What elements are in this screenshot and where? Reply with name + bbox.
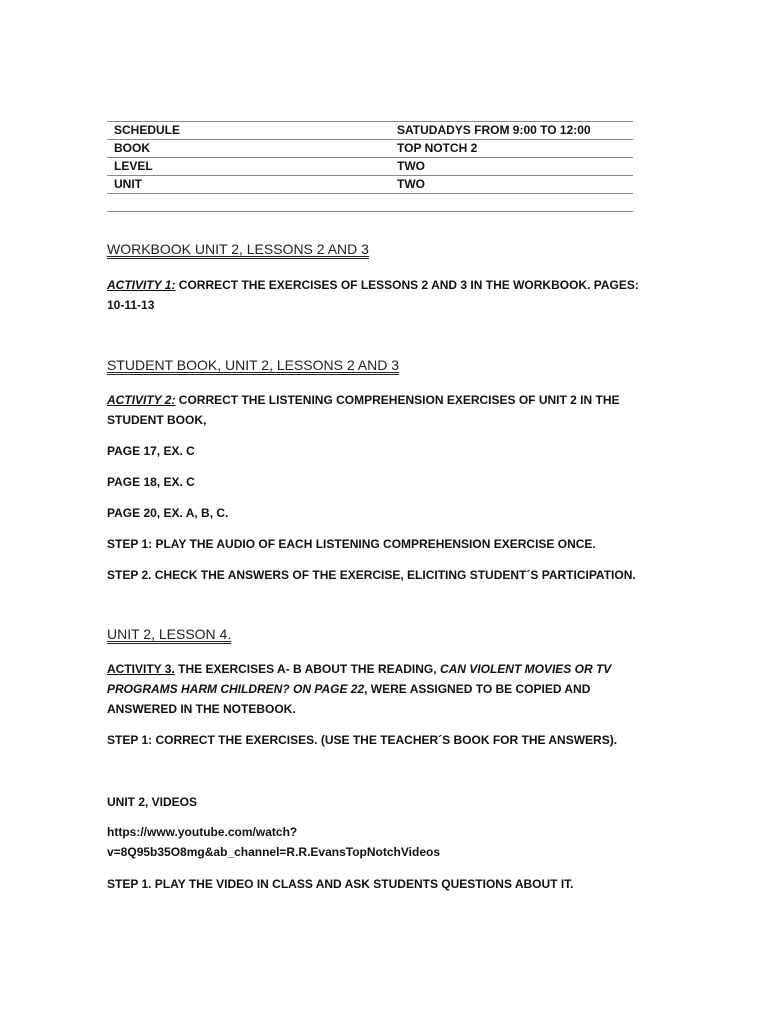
row-value: SATUDADYS FROM 9:00 TO 12:00 (390, 122, 633, 140)
table-row (107, 122, 633, 140)
table-row (107, 176, 633, 194)
video-url-line-1: https://www.youtube.com/watch? (107, 825, 298, 839)
activity-3 (107, 659, 647, 719)
activity-2 (107, 390, 647, 430)
row-label: BOOK (107, 140, 390, 158)
row-label: LEVEL (107, 158, 390, 176)
activity-1 (107, 275, 647, 315)
step-1-video: STEP 1. PLAY THE VIDEO IN CLASS AND ASK STUDENTS QUESTIONS ABOUT IT. (107, 877, 574, 891)
schedule-table (107, 121, 633, 194)
activity-1-label: ACTIVITY 1: (107, 278, 176, 292)
activity-3-text-a: THE EXERCISES A- B ABOUT THE READING, (174, 662, 440, 676)
divider-line (107, 211, 633, 212)
section-heading-lesson-4: UNIT 2, LESSON 4. (107, 626, 232, 642)
videos-title: UNIT 2, VIDEOS (107, 795, 198, 809)
row-label: UNIT (107, 176, 390, 194)
page-ref-2: PAGE 18, EX. C (107, 475, 195, 489)
page-ref-3: PAGE 20, EX. A, B, C. (107, 506, 229, 520)
activity-1-text: CORRECT THE EXERCISES OF LESSONS 2 AND 3 IN THE WORKBOOK. PAGES: 10-11-13 (107, 278, 639, 312)
row-label: SCHEDULE (107, 122, 390, 140)
table-row (107, 158, 633, 176)
step-2-answers: STEP 2. CHECK THE ANSWERS OF THE EXERCISE, ELICITING STUDENT´S PARTICIPATION. (107, 568, 636, 582)
row-value: TWO (390, 176, 633, 194)
step-1-correct: STEP 1: CORRECT THE EXERCISES. (USE THE TEACHER´S BOOK FOR THE ANSWERS). (107, 733, 618, 747)
activity-2-label: ACTIVITY 2: (107, 393, 176, 407)
section-heading-student-book: STUDENT BOOK, UNIT 2, LESSONS 2 AND 3 (107, 357, 400, 373)
activity-3-reading-title: CAN VIOLENT MOVIES OR TV PROGRAMS HARM CHILDREN? ON PAGE 22 (107, 662, 612, 696)
step-1-audio: STEP 1: PLAY THE AUDIO OF EACH LISTENING COMPREHENSION EXERCISE ONCE. (107, 537, 596, 551)
row-value: TWO (390, 158, 633, 176)
row-value: TOP NOTCH 2 (390, 140, 633, 158)
table-row (107, 140, 633, 158)
activity-2-text: CORRECT THE LISTENING COMPREHENSION EXERCISES OF UNIT 2 IN THE STUDENT BOOK, (107, 393, 620, 427)
activity-3-label: ACTIVITY 3. (107, 662, 175, 676)
section-heading-workbook: WORKBOOK UNIT 2, LESSONS 2 AND 3 (107, 241, 369, 257)
video-url-line-2: v=8Q95b35O8mg&ab_channel=R.R.EvansTopNotchVideos (107, 845, 440, 859)
page-ref-1: PAGE 17, EX. C (107, 444, 195, 458)
activity-3-text-b: , WERE ASSIGNED TO BE COPIED AND ANSWERED IN THE NOTEBOOK. (107, 682, 591, 716)
